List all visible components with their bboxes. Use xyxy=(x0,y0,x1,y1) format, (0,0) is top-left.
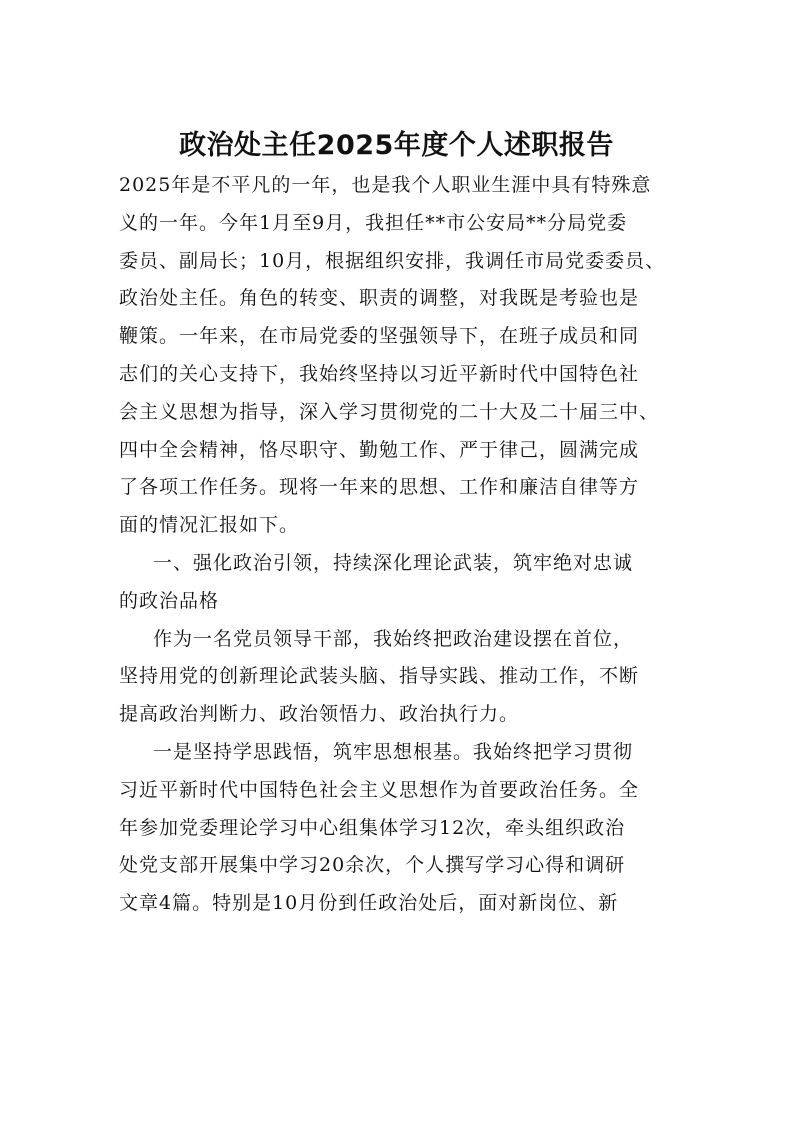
text-line: 作为一名党员领导干部，我始终把政治建设摆在首位， xyxy=(153,627,634,650)
text-line: 习近平新时代中国特色社会主义思想作为首要政治任务。全 xyxy=(119,778,640,801)
text-line: 会主义思想为指导，深入学习贯彻党的二十大及二十届三中、 xyxy=(119,400,660,423)
text-line: 义的一年。今年1月至9月，我担任**市公安局**分局党委 xyxy=(119,211,628,234)
text-line: 政治处主任。角色的转变、职责的调整，对我既是考验也是 xyxy=(119,287,640,310)
text-line: 坚持用党的创新理论武装头脑、指导实践、推动工作，不断 xyxy=(119,665,640,688)
text-line: 一是坚持学思践悟，筑牢思想根基。我始终把学习贯彻 xyxy=(153,740,634,763)
paragraph-political-building xyxy=(119,621,679,734)
document-body xyxy=(119,167,679,923)
section-heading-1 xyxy=(119,545,679,621)
document-title: 政治处主任2025年度个人述职报告 xyxy=(179,130,614,161)
text-line: 2025年是不平凡的一年，也是我个人职业生涯中具有特殊意 xyxy=(119,174,652,196)
text-line: 面的情况汇报如下。 xyxy=(119,514,300,537)
text-line: 年参加党委理论学习中心组集体学习12次，牵头组织政治 xyxy=(119,816,626,839)
text-line: 委员、副局长；10月，根据组织安排，我调任市局党委委员、 xyxy=(119,249,666,272)
paragraph-intro xyxy=(119,167,679,545)
text-line: 提高政治判断力、政治领悟力、政治执行力。 xyxy=(119,703,520,726)
text-line: 了各项工作任务。现将一年来的思想、工作和廉洁自律等方 xyxy=(119,476,640,499)
text-line: 四中全会精神，恪尽职守、勤勉工作、严于律己，圆满完成 xyxy=(119,438,640,461)
heading-line: 一、强化政治引领，持续深化理论武装，筑牢绝对忠诚 xyxy=(153,551,634,574)
text-line: 志们的关心支持下，我始终坚持以习近平新时代中国特色社 xyxy=(119,362,640,385)
text-line: 鞭策。一年来，在市局党委的坚强领导下，在班子成员和同 xyxy=(119,325,640,348)
text-line: 处党支部开展集中学习20余次，个人撰写学习心得和调研 xyxy=(119,854,626,877)
paragraph-study xyxy=(119,734,679,923)
text-line: 文章4篇。特别是10月份到任政治处后，面对新岗位、新 xyxy=(119,892,619,915)
heading-line: 的政治品格 xyxy=(119,589,220,612)
